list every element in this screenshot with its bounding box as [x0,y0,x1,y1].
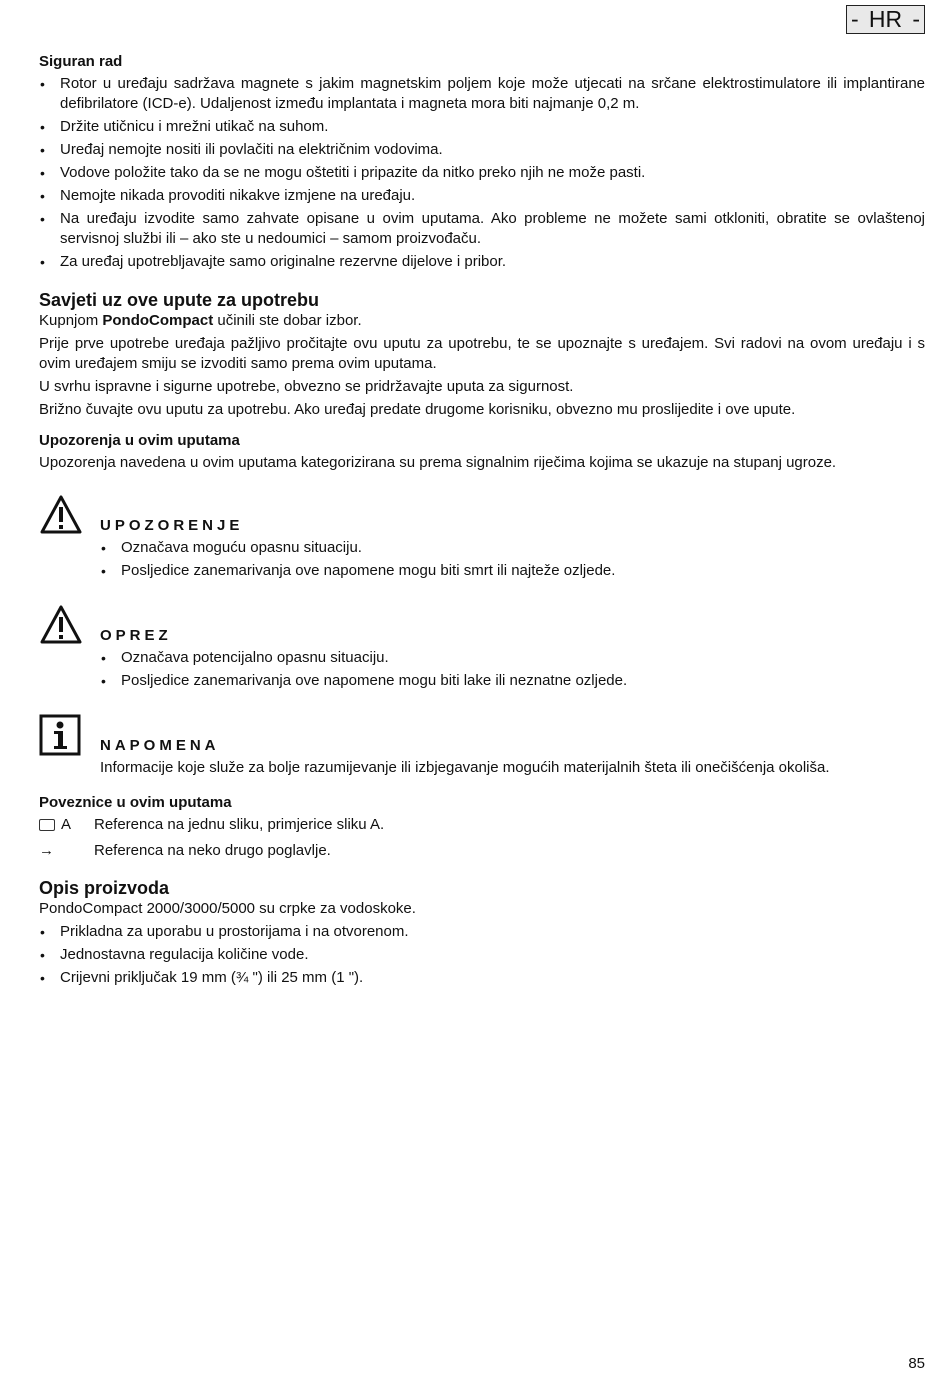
warnings-text: Upozorenja navedena u ovim uputama kategorizirana su prema signalnim riječima kojima se ukazuje na stupanj ugroze. [39,454,837,471]
notice-list [100,538,925,581]
list-item: • Nemojte nikada provoditi nikakve izmjene na uređaju. [39,186,925,206]
info-icon [39,714,83,756]
page-number: 85 [908,1355,925,1372]
reference-text: Referenca na neko drugo poglavlje. [94,842,331,859]
tips-paragraph: Prije prve upotrebe uređaja pažljivo pročitajte ovu uputu za upotrebu, te se upoznajte s uređajem. Svi radovi na ovom uređaju i s ovim uređajem smiju se izvoditi samo prema ovim uputama. [39,335,925,372]
notice-text: Informacije koje služe za bolje razumijevanje ili izbjegavanje mogućih materijalnih šteta ili onečišćenja okoliša. [100,759,830,776]
language-tag-dash-left: - [851,6,859,32]
notice-title: NAPOMENA [100,737,220,754]
language-tag-dash-right: - [912,6,920,32]
list-item: • Na uređaju izvodite samo zahvate opisane u ovim uputama. Ako probleme ne možete sami otkloniti, obratite se ovlaštenoj servisnoj službi ili – ako ste u nedoumici – samom proizvođaču. [39,209,925,249]
figure-frame-icon [39,819,55,831]
list-item: • Rotor u uređaju sadržava magnete s jakim magnetskim poljem koje može utjecati na srčane elektrostimulatore ili implantirane defibrilatore (ICD-e). Udaljenost između implantata i magneta mora biti najmanje 0,2 m. [39,74,925,114]
list-item: • Crijevni priključak 19 mm (¾ ") ili 25 mm (1 "). [39,968,925,988]
list-item: • Uređaj nemojte nositi ili povlačiti na električnim vodovima. [39,140,925,160]
tips-paragraph: Brižno čuvajte ovu uputu za upotrebu. Ako uređaj predate drugome korisniku, obvezno mu proslijedite i ove upute. [39,401,796,418]
list-item: • Označava moguću opasnu situaciju. [100,538,925,558]
notice-warning [39,494,925,581]
warning-triangle-icon [39,494,83,536]
figure-reference-symbol [39,815,94,835]
list-item: • Za uređaj upotrebljavajte samo originalne rezervne dijelove i pribor. [39,252,925,272]
list-item: • Posljedice zanemarivanja ove napomene mogu biti lake ili neznatne ozljede. [100,671,925,691]
language-tag [846,5,925,34]
list-item: • Označava potencijalno opasnu situaciju. [100,648,925,668]
notice-caution [39,604,925,691]
figure-letter: A [61,816,72,833]
safe-operation-list [39,74,925,272]
safe-operation-heading: Siguran rad [39,53,123,70]
tips-intro-pre: Kupnjom [39,312,103,329]
language-tag-label: HR [868,6,903,32]
product-heading: Opis proizvoda [39,878,170,898]
warnings-heading: Upozorenja u ovim uputama [39,432,240,449]
tips-paragraph: U svrhu ispravne i sigurne upotrebe, obvezno se pridržavajte uputa za sigurnost. [39,378,574,395]
links-heading: Poveznice u ovim uputama [39,794,232,811]
list-item: • Posljedice zanemarivanja ove napomene mogu biti smrt ili najteže ozljede. [100,561,925,581]
tips-intro [39,311,925,331]
list-item: • Prikladna za uporabu u prostorijama i na otvorenom. [39,922,925,942]
reference-row-figure [39,815,925,835]
notice-title: UPOZORENJE [100,517,244,534]
notice-list [100,648,925,691]
arrow-right-icon: → [39,842,54,859]
list-item: • Vodove položite tako da se ne mogu oštetiti i pripazite da nitko preko njih ne može pasti. [39,163,925,183]
notice-info [39,714,925,778]
list-item: • Držite utičnicu i mrežni utikač na suhom. [39,117,925,137]
caution-triangle-icon [39,604,83,646]
product-intro: PondoCompact 2000/3000/5000 su crpke za vodoskoke. [39,900,416,917]
list-item: • Jednostavna regulacija količine vode. [39,945,925,965]
notice-title: OPREZ [100,627,172,644]
tips-intro-post: učinili ste dobar izbor. [213,312,362,329]
tips-heading: Savjeti uz ove upute za upotrebu [39,290,320,310]
reference-row-chapter [39,841,925,861]
reference-text: Referenca na jednu sliku, primjerice sliku A. [94,816,385,833]
page-content [39,52,925,991]
brand-name: PondoCompact [102,312,214,329]
product-features-list [39,922,925,988]
